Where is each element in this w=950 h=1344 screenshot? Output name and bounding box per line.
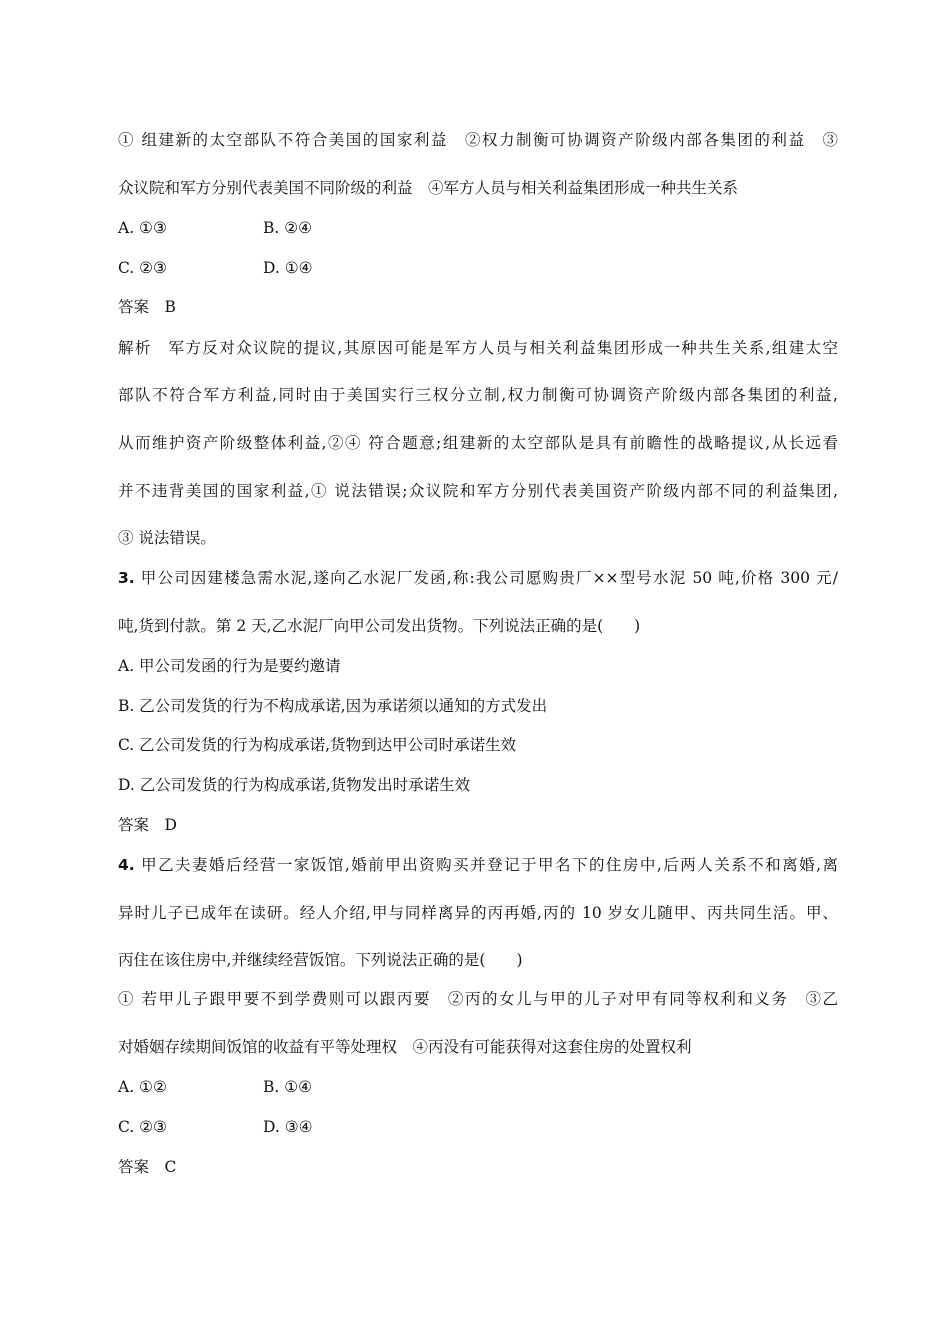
q4-stem-line-2: 异时儿子已成年在读研。经人介绍,甲与同样离异的丙再婚,丙的 10 岁女儿随甲、丙共同生活。甲、 [118,904,838,922]
q4-statements-line-2: 对婚姻存续期间饭馆的收益有平等处理权 ④丙没有可能获得对这套住房的处置权利 [118,1038,692,1056]
q4-stem-line-3: 丙住在该住房中,并继续经营饭馆。下列说法正确的是( ) [118,951,523,969]
q3-stem-text: 甲公司因建楼急需水泥,遂向乙水泥厂发函,称:我公司愿购贵厂××型号水泥 50 吨,价格 300 元/ [134,569,838,587]
q4-answer: 答案 C [118,1158,177,1176]
q4-option-a: A. ①② [118,1078,167,1096]
q2-analysis-line-5: ③ 说法错误。 [118,529,216,547]
q3-stem-line-2: 吨,货到付款。第 2 天,乙水泥厂向甲公司发出货物。下列说法正确的是( ) [118,617,641,635]
q4-stem-line-1 [118,854,838,876]
q4-option-b: B. ①④ [263,1078,313,1096]
q3-option-b: B. 乙公司发货的行为不构成承诺,因为承诺须以通知的方式发出 [118,697,548,715]
q2-analysis-line-1: 解析 军方反对众议院的提议,其原因可能是军方人员与相关利益集团形成一种共生关系,组建太空 [118,339,838,357]
q4-option-d: D. ③④ [263,1118,313,1136]
q2-option-d: D. ①④ [263,259,313,277]
q4-number: 4. [118,856,135,874]
q4-statements-line-1: ① 若甲儿子跟甲要不到学费则可以跟丙要 ②丙的女儿与甲的儿子对甲有同等权利和义务 ③乙 [118,990,838,1008]
q2-option-c: C. ②③ [118,259,167,277]
q2-answer: 答案 B [118,298,176,316]
q4-option-c: C. ②③ [118,1118,167,1136]
q2-option-a: A. ①③ [118,219,167,237]
q3-option-c: C. 乙公司发货的行为构成承诺,货物到达甲公司时承诺生效 [118,736,517,754]
q2-statements-line-2: 众议院和军方分别代表美国不同阶级的利益 ④军方人员与相关利益集团形成一种共生关系 [118,179,739,197]
q2-analysis-line-2: 部队不符合军方利益,同时由于美国实行三权分立制,权力制衡可协调资产阶级内部各集团的利益, [118,386,838,404]
q4-stem-text: 甲乙夫妻婚后经营一家饭馆,婚前甲出资购买并登记于甲名下的住房中,后两人关系不和离婚,离 [134,856,838,874]
q3-answer: 答案 D [118,816,177,834]
q3-stem-line-1 [118,567,838,589]
q2-analysis-line-3: 从而维护资产阶级整体利益,②④ 符合题意;组建新的太空部队是具有前瞻性的战略提议,从长远看 [118,434,838,452]
q3-number: 3. [118,569,135,587]
q2-analysis-line-4: 并不违背美国的国家利益,① 说法错误;众议院和军方分别代表美国资产阶级内部不同的利益集团, [118,482,838,500]
q3-option-d: D. 乙公司发货的行为构成承诺,货物发出时承诺生效 [118,776,471,794]
q2-statements-line-1: ① 组建新的太空部队不符合美国的国家利益 ②权力制衡可协调资产阶级内部各集团的利益 ③ [118,131,838,149]
q3-option-a: A. 甲公司发函的行为是要约邀请 [118,657,341,675]
q2-option-b: B. ②④ [263,219,313,237]
